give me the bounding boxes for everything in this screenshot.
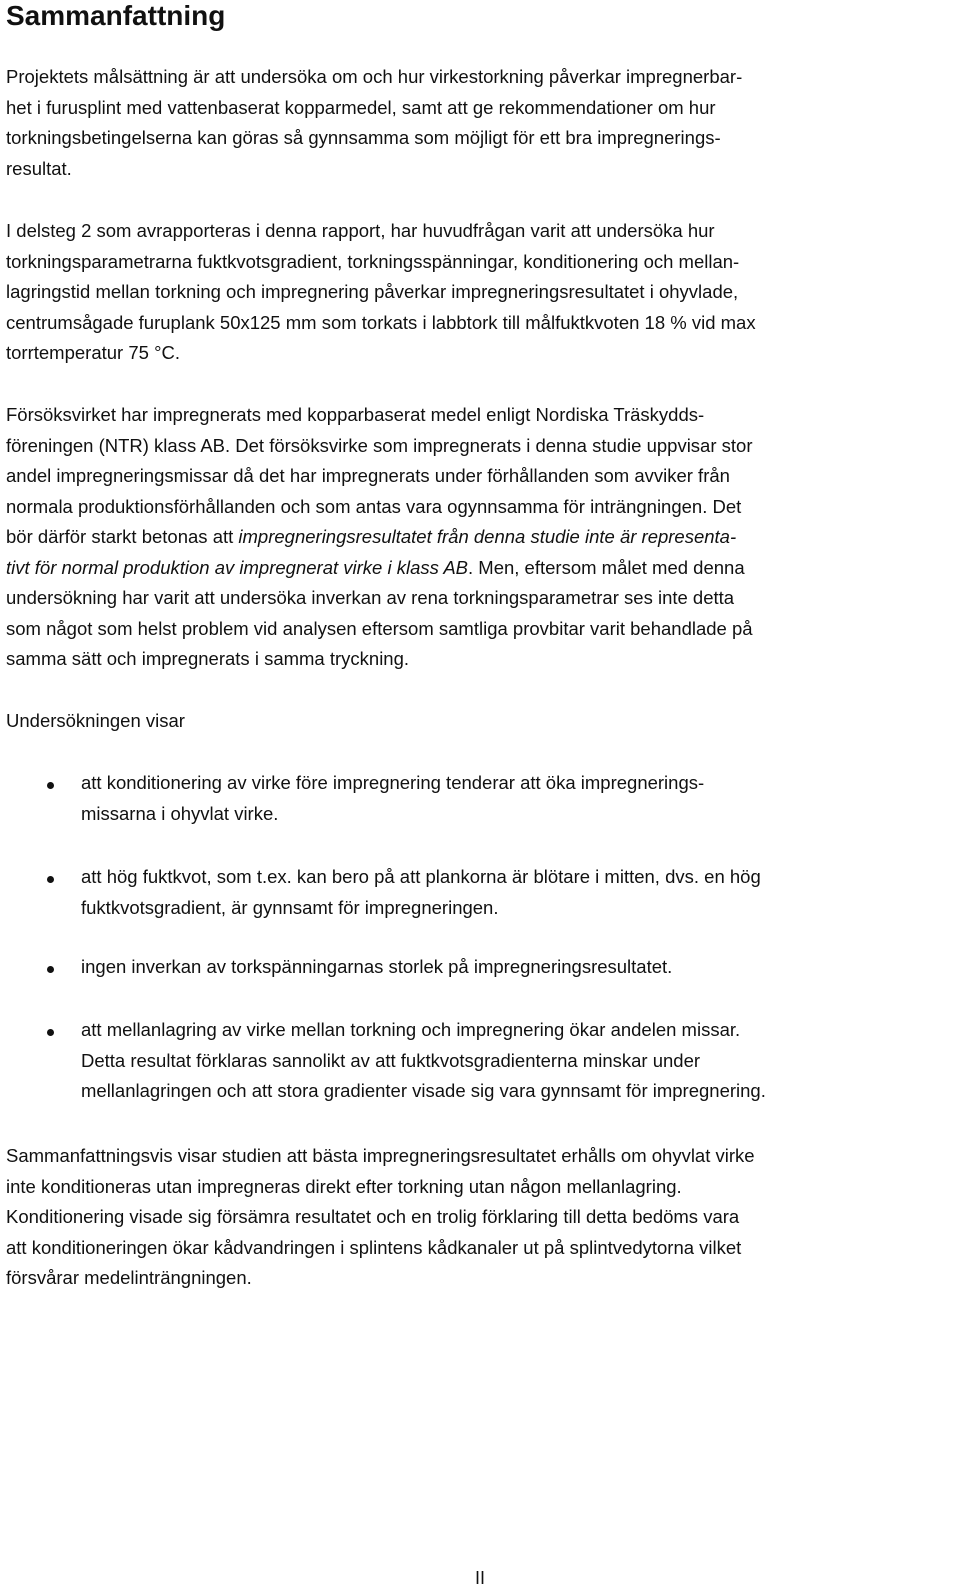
section-heading: Sammanfattning <box>6 0 226 31</box>
text-line: I delsteg 2 som avrapporteras i denna rapport, har huvudfrågan varit att undersöka hur <box>6 220 715 241</box>
list-item-text <box>81 1015 951 1107</box>
text-run: bör därför starkt betonas att <box>6 526 239 547</box>
text-line: missarna i ohyvlat virke. <box>81 802 279 824</box>
paragraph-test-material <box>6 400 954 675</box>
text-line <box>6 522 954 553</box>
text-line: Konditionering visade sig försämra resultatet och en trolig förklaring till detta bedöms vara <box>6 1206 740 1227</box>
text-line: Projektets målsättning är att undersöka om och hur virkestorkning påverkar impregnerbar- <box>6 66 743 87</box>
text-line: Detta resultat förklaras sannolikt av att fuktkvotsgradienterna minskar under <box>81 1049 701 1071</box>
paragraph-findings-intro <box>6 706 954 737</box>
text-line: som något som helst problem vid analysen eftersom samtliga provbitar varit behandlade på <box>6 617 753 639</box>
text-line: Sammanfattningsvis visar studien att bästa impregneringsresultatet erhålls om ohyvlat virke <box>6 1145 755 1166</box>
list-item-text <box>81 952 951 983</box>
text-line: att konditioneringen ökar kådvandringen i splintens kådkanaler ut på splintvedytorna vilket <box>6 1236 742 1258</box>
text-line: andel impregneringsmissar då det har impregnerats under förhållanden som avviker från <box>6 465 730 486</box>
text-line: torkningsbetingelserna kan göras så gynnsamma som möjligt för ett bra impregnerings- <box>6 127 721 148</box>
text-line: föreningen (NTR) klass AB. Det försöksvirke som impregnerats i denna studie uppvisar stor <box>6 434 753 456</box>
text-line: Undersökningen visar <box>6 710 185 731</box>
paragraph-stage-2 <box>6 216 954 369</box>
page-number: II <box>474 1568 485 1588</box>
emphasis-text: impregneringsresultatet från denna studie inte är representa- <box>238 526 737 547</box>
text-line: mellanlagringen och att stora gradienter visade sig vara gynnsamt för impregnering. <box>81 1080 766 1101</box>
paragraph-aim <box>6 62 954 184</box>
paragraph-conclusion <box>6 1141 954 1294</box>
bullet-icon <box>47 782 54 789</box>
text-line: resultat. <box>6 157 72 179</box>
bullet-icon <box>47 1029 54 1036</box>
bullet-icon <box>47 876 54 883</box>
text-line: Försöksvirket har impregnerats med kopparbaserat medel enligt Nordiska Träskydds- <box>6 404 705 425</box>
text-run: . Men, eftersom målet med denna <box>468 556 745 578</box>
list-item-text <box>81 768 951 829</box>
bullet-icon <box>47 966 54 973</box>
text-line: inte konditioneras utan impregneras direkt efter torkning utan någon mellanlagring. <box>6 1175 682 1197</box>
text-line: att mellanlagring av virke mellan torkning och impregnering ökar andelen missar. <box>81 1019 741 1040</box>
text-line: att konditionering av virke före impregnering tenderar att öka impregnerings- <box>81 772 705 793</box>
text-line: normala produktionsförhållanden och som antas vara ogynnsamma för inträngningen. Det <box>6 495 742 517</box>
text-line: centrumsågade furuplank 50x125 mm som torkats i labbtork till målfuktkvoten 18 % vid max <box>6 311 756 333</box>
text-line: lagringstid mellan torkning och impregnering påverkar impregneringsresultatet i ohyvlade, <box>6 281 739 302</box>
text-line: torkningsparametrarna fuktkvotsgradient, torkningsspänningar, konditionering och mellan- <box>6 250 740 272</box>
text-line: ingen inverkan av torkspänningarnas storlek på impregneringsresultatet. <box>81 956 673 977</box>
text-line: försvårar medelinträngningen. <box>6 1267 252 1288</box>
text-line <box>6 553 954 584</box>
text-line: undersökning har varit att undersöka inverkan av rena torkningsparametrar ses inte detta <box>6 587 735 608</box>
text-line: het i furusplint med vattenbaserat kopparmedel, samt att ge rekommendationer om hur <box>6 96 716 118</box>
text-line: samma sätt och impregnerats i samma tryckning. <box>6 648 410 669</box>
text-line: att hög fuktkvot, som t.ex. kan bero på att plankorna är blötare i mitten, dvs. en hög <box>81 866 761 887</box>
list-item-text <box>81 862 951 923</box>
emphasis-text: tivt för normal produktion av impregnerat virke i klass AB <box>6 556 468 578</box>
text-line: fuktkvotsgradient, är gynnsamt för impregneringen. <box>81 896 499 918</box>
text-line: torrtemperatur 75 °C. <box>6 342 180 363</box>
